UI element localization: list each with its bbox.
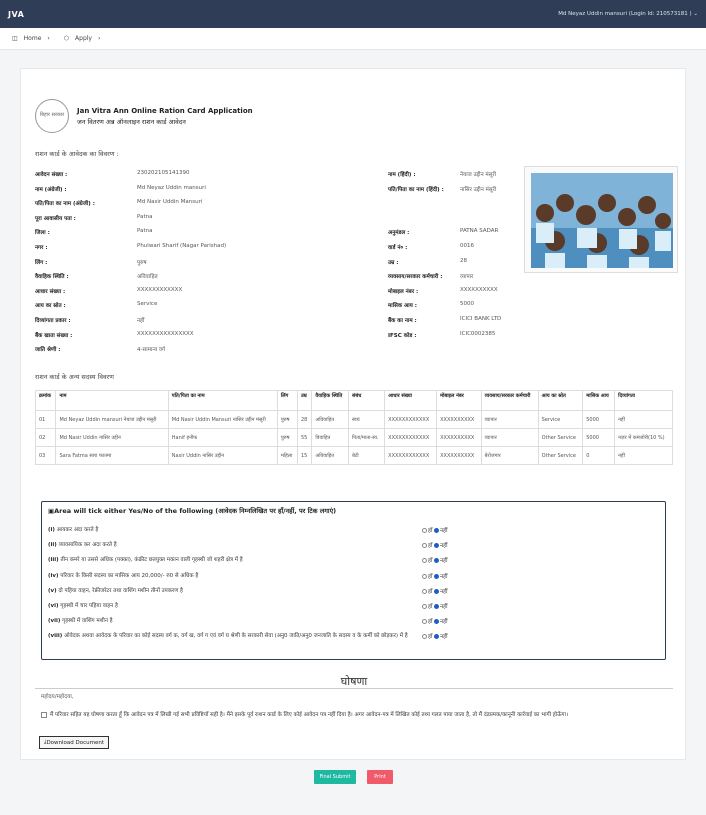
- column-header: आधार संख्या: [385, 391, 437, 411]
- applicant-field: [388, 331, 523, 343]
- table-cell: Service: [538, 411, 583, 429]
- form-title-hi: जन वितरण अन्न ऑनलाइन राशन कार्ड आवेदन: [77, 117, 186, 126]
- question-item: [48, 572, 428, 581]
- no-label: नहीं: [440, 558, 448, 565]
- applicant-field: [388, 228, 523, 240]
- field-value: Service: [137, 301, 158, 308]
- applicant-field: [35, 258, 375, 270]
- table-cell: 02: [36, 429, 56, 447]
- field-value: 230202105141390: [137, 170, 190, 176]
- question-text: गृहस्थी में वाशिंग मशीन है: [62, 618, 113, 625]
- question-text: तीन कमरे या उससे अधिक (पक्का), कंक्रीट छतयुक्त मकान वाली गृहस्थी जो शहरी क्षेत्र में है: [60, 557, 243, 564]
- yes-label: हाँ: [428, 604, 433, 610]
- field-value: 5000: [460, 301, 474, 308]
- applicant-photo: [524, 166, 678, 273]
- eligibility-questions: [41, 501, 666, 660]
- table-cell: Nasir Uddin नासिर उद्दीन: [168, 447, 277, 465]
- field-label: अनुमंडल :: [388, 230, 410, 237]
- question-item: [48, 617, 428, 626]
- question-item: [48, 602, 428, 611]
- yes-label: हाँ: [428, 528, 433, 534]
- field-value: 28: [460, 257, 467, 264]
- table-cell: Md Nasir Uddin Mansuri नासिर उद्दीन मंसूरी: [168, 411, 277, 429]
- field-value: ICICI BANK LTD: [460, 316, 502, 322]
- no-radio[interactable]: [434, 634, 439, 639]
- yes-no-options: [422, 526, 448, 534]
- question-text: ओवेदक अथवा आवेदक के परिवार का कोई सदस्य वर्ग क, वर्ग ख, वर्ग ग एवं वर्ग घ श्रेणी के सरकारी सेवा (अनु0 जाति/अनु0 जनजाति के सदस्य व के कर्मी को छोड़कर) में है: [64, 633, 408, 640]
- question-number: (viii): [48, 633, 63, 640]
- yes-label: हाँ: [428, 573, 433, 580]
- column-header: क्रमांक: [36, 391, 56, 411]
- table-cell: पुरुष: [277, 429, 297, 447]
- top-bar: [0, 0, 706, 28]
- yes-radio[interactable]: [422, 558, 427, 563]
- field-value: PATNA SADAR: [460, 228, 499, 235]
- field-label: नगर :: [35, 245, 48, 251]
- field-value: Md Nasir Uddin Mansuri: [137, 199, 203, 206]
- table-cell: 0: [583, 447, 615, 465]
- application-card: [20, 68, 686, 760]
- form-header: [35, 99, 253, 133]
- yes-radio[interactable]: [422, 574, 427, 579]
- table-cell: बेटी: [348, 447, 384, 465]
- map-icon: ◫: [12, 35, 18, 42]
- salutation: महोदय/महोदया,: [41, 694, 74, 700]
- yes-no-options: [422, 602, 448, 610]
- question-number: (iii): [48, 557, 59, 564]
- no-label: नहीं: [440, 573, 448, 580]
- breadcrumb-home[interactable]: Home: [23, 35, 42, 42]
- question-number: (iv): [48, 572, 59, 579]
- table-cell: XXXXXXXXXXXX: [385, 411, 437, 429]
- field-value: XXXXXXXXXX: [460, 286, 498, 293]
- declaration-checkbox[interactable]: [41, 712, 47, 718]
- table-cell: Md Nasir Uddin नासिर उद्दीन: [56, 429, 168, 447]
- table-cell: पिता/माता-स्व.: [348, 429, 384, 447]
- field-label: दिव्यांगता प्रकार :: [35, 318, 71, 324]
- field-label: व्यवसाय/सरकार कर्मचारी :: [388, 274, 443, 281]
- question-text: व्यावसायिक कर अदा करते है: [58, 542, 117, 549]
- yes-radio[interactable]: [422, 528, 427, 533]
- field-value: नासिर उद्दीन मंसूरी: [460, 186, 497, 193]
- bihar-emblem-logo: [35, 99, 69, 133]
- declaration-row: [41, 710, 681, 718]
- yes-no-options: [422, 632, 448, 640]
- cube-icon: ⬡: [63, 35, 70, 42]
- applicant-field: [388, 316, 523, 328]
- table-cell: 03: [36, 447, 56, 465]
- question-number: (i): [48, 527, 55, 533]
- yes-no-options: [422, 617, 448, 625]
- field-value: Md Neyaz Uddin mansuri: [137, 184, 206, 191]
- applicant-field: [35, 170, 375, 182]
- question-number: (v): [48, 587, 57, 594]
- yes-radio[interactable]: [422, 634, 427, 639]
- breadcrumb: [0, 28, 706, 50]
- yes-radio[interactable]: [422, 543, 427, 548]
- field-label: आवेदन संख्या :: [35, 172, 68, 178]
- applicant-field: [35, 316, 375, 328]
- no-radio[interactable]: [434, 589, 439, 594]
- app-brand[interactable]: JVA: [8, 9, 25, 19]
- no-radio[interactable]: [434, 543, 439, 548]
- table-cell: नहीं: [615, 411, 673, 429]
- applicant-field: [388, 287, 523, 299]
- field-label: बैंक खाता संख्या :: [35, 332, 73, 339]
- field-value: पुरुष: [137, 259, 147, 266]
- field-value: Patna: [137, 228, 153, 235]
- table-cell: 01: [36, 411, 56, 429]
- group-photo-image: [531, 173, 673, 268]
- field-label: मोबाइल नंबर :: [388, 288, 419, 295]
- table-cell: व्यापार: [481, 429, 538, 447]
- applicant-field: [35, 185, 375, 197]
- applicant-field: [35, 301, 375, 313]
- table-cell: Other Service: [538, 447, 583, 465]
- table-cell: Md Neyaz Uddin mansuri नेयाज उद्दीन मंसूरी: [56, 411, 168, 429]
- table-cell: अविवाहित: [312, 411, 349, 429]
- field-value: अविवाहित: [137, 274, 158, 281]
- field-label: मासिक आय :: [388, 303, 417, 310]
- question-item: [48, 587, 428, 596]
- applicant-field: [35, 199, 375, 211]
- table-cell: XXXXXXXXXXXX: [385, 429, 437, 447]
- table-row: [36, 429, 673, 447]
- field-label: पति/पिता का नाम (अंग्रेजी) :: [35, 201, 95, 208]
- applicant-field: [35, 287, 375, 299]
- no-radio[interactable]: [434, 619, 439, 624]
- yes-label: हाँ: [428, 634, 433, 641]
- table-cell: Hanif हनीफ: [168, 429, 277, 447]
- question-text: गृहस्थी में चार पहिया वाहन है: [60, 603, 118, 609]
- column-header: दिव्यांगता: [615, 391, 673, 411]
- applicant-field: [35, 331, 375, 343]
- question-text: परिवार के किसी सदस्य का मासिक आय 20,000/- रु0 से अधिक है: [60, 572, 199, 579]
- applicant-field: [35, 228, 375, 240]
- table-cell: नज़र में कमजोरी(10 %): [615, 429, 673, 447]
- user-name: Md Neyaz Uddin mansuri (Login Id: 210573181 ): [558, 11, 692, 17]
- yes-label: हाँ: [428, 558, 433, 565]
- emblem-caption: बिहार सरकार: [39, 112, 65, 119]
- field-label: वार्ड नं० :: [388, 245, 408, 251]
- applicant-field: [35, 272, 375, 284]
- table-cell: विवाहित: [312, 429, 349, 447]
- applicant-field: [35, 214, 375, 226]
- yes-label: हाँ: [428, 543, 433, 550]
- chevron-right-icon: ›: [98, 35, 101, 42]
- field-label: जाति श्रेणी :: [35, 347, 61, 354]
- column-header: संबंध: [348, 391, 384, 411]
- table-cell: 55: [297, 429, 311, 447]
- column-header: नाम: [56, 391, 168, 411]
- members-table: [35, 390, 673, 465]
- field-value: 4-सामान्य वर्ग: [137, 347, 166, 354]
- chevron-right-icon: ›: [47, 35, 50, 42]
- column-header: लिंग: [277, 391, 297, 411]
- field-value: व्यापार: [460, 274, 474, 281]
- questions-title: ▣Area will tick either Yes/No of the following (आवेदक निम्नलिखित पर हाँ/नहीं, पर टिक लगाएं): [48, 507, 337, 515]
- yes-label: हाँ: [428, 619, 433, 626]
- table-cell: XXXXXXXXXX: [437, 429, 482, 447]
- column-header: मासिक आय: [583, 391, 615, 411]
- print-button[interactable]: Print: [367, 770, 393, 784]
- table-cell: व्यापार: [481, 411, 538, 429]
- field-label: IFSC कोड :: [388, 332, 417, 339]
- field-value: नेयाज उद्दीन मंसूरी: [460, 172, 497, 178]
- table-cell: 5000: [583, 429, 615, 447]
- no-radio[interactable]: [434, 574, 439, 579]
- user-menu[interactable]: [558, 11, 698, 17]
- field-label: जिला :: [35, 230, 50, 237]
- question-number: (ii): [48, 542, 57, 549]
- field-value: XXXXXXXXXXXXXXX: [137, 330, 194, 337]
- column-header: उम्र: [297, 391, 311, 411]
- field-label: वैवाहिक स्थिति :: [35, 274, 69, 281]
- breadcrumb-apply[interactable]: Apply: [75, 35, 92, 42]
- applicant-field: [388, 170, 523, 182]
- table-cell: पुरुष: [277, 411, 297, 429]
- column-header: पति/पिता का नाम: [168, 391, 277, 411]
- table-row: [36, 411, 673, 429]
- section-members-title: राशन कार्ड के अन्य सदस्य विवरण: [35, 373, 114, 381]
- column-header: मोबाइल नंबर: [437, 391, 482, 411]
- table-cell: 5000: [583, 411, 615, 429]
- no-label: नहीं: [440, 543, 448, 550]
- checkbox-icon: ▣: [48, 507, 55, 515]
- yes-label: हाँ: [428, 588, 433, 595]
- column-header: वैवाहिक स्थिति: [312, 391, 349, 411]
- table-row: [36, 447, 673, 465]
- column-header: आय का स्रोत: [538, 391, 583, 411]
- section-applicant-title: राशन कार्ड के आवेदक का विवरण :: [35, 150, 119, 158]
- applicant-field: [35, 345, 375, 357]
- question-item: [48, 541, 428, 550]
- yes-radio[interactable]: [422, 619, 427, 624]
- download-icon: ⤓: [44, 739, 47, 745]
- final-submit-button[interactable]: Final Submit: [314, 770, 356, 784]
- no-radio[interactable]: [434, 528, 439, 533]
- no-label: नहीं: [440, 604, 448, 610]
- no-label: नहीं: [440, 588, 448, 595]
- divider: [35, 688, 673, 689]
- applicant-field: [388, 185, 523, 197]
- yes-no-options: [422, 572, 448, 580]
- applicant-field: [388, 243, 523, 255]
- field-label: पूरा आवासीय पता :: [35, 215, 76, 222]
- no-radio[interactable]: [434, 604, 439, 609]
- yes-no-options: [422, 587, 448, 595]
- field-value: Phulwari Sharif (Nagar Parishad): [137, 243, 227, 249]
- field-value: ICIC0002385: [460, 330, 496, 337]
- table-cell: 15: [297, 447, 311, 465]
- applicant-field: [388, 301, 523, 313]
- column-header: व्यवसाय/सरकार कर्मचारी: [481, 391, 538, 411]
- no-label: नहीं: [440, 634, 448, 641]
- field-value: XXXXXXXXXXXX: [137, 286, 183, 293]
- table-cell: Sara Fatma सारा फातमा: [56, 447, 168, 465]
- question-item: [48, 526, 428, 535]
- field-value: 0016: [460, 243, 474, 249]
- field-label: बैंक का नाम :: [388, 318, 417, 324]
- question-number: (vi): [48, 603, 59, 609]
- field-label: पति/पिता का नाम (हिंदी) :: [388, 186, 444, 193]
- no-label: नहीं: [440, 619, 448, 626]
- field-label: लिंग :: [35, 259, 48, 266]
- question-number: (vii): [48, 618, 61, 625]
- field-label: आय का स्रोत :: [35, 303, 66, 310]
- form-title-en: Jan Vitra Ann Online Ration Card Application: [77, 106, 253, 115]
- field-label: आधार संख्या :: [35, 288, 66, 295]
- table-cell: बेरोजगार: [481, 447, 538, 465]
- applicant-field: [388, 272, 523, 284]
- table-cell: XXXXXXXXXX: [437, 411, 482, 429]
- question-text: दो पहिया वाहन, रेफ्रीजरेटर तथा वाशिंग मशीन तीनों उपकरण है: [58, 587, 183, 594]
- table-cell: XXXXXXXXXXXX: [385, 447, 437, 465]
- table-cell: XXXXXXXXXX: [437, 447, 482, 465]
- field-value: नहीं: [137, 318, 145, 324]
- table-cell: Other Service: [538, 429, 583, 447]
- yes-no-options: [422, 541, 448, 549]
- question-item: [48, 556, 428, 565]
- table-cell: स्वयं: [348, 411, 384, 429]
- yes-radio[interactable]: [422, 589, 427, 594]
- applicant-field: [35, 243, 375, 255]
- field-label: नाम (अंग्रेजी) :: [35, 186, 67, 193]
- field-value: Patna: [137, 213, 153, 220]
- download-document-button[interactable]: ⤓ Download Document: [39, 736, 109, 749]
- applicant-field: [388, 258, 523, 270]
- table-cell: 28: [297, 411, 311, 429]
- yes-radio[interactable]: [422, 604, 427, 609]
- declaration-text: मैं परिवार सहित यह घोषणा करता हूँ कि आवेदन पत्र में लिखी गई सभी प्रविष्टियाँ सही है। मैंने इसके पूर्व राशन कार्ड के लिए कोई आवेदन पत्र नहीं दिया है। अगर आवेदन-पत्र में लिखित कोई तथ्य गलत पाया जाता है, तो मैं दंडात्मक/कानूनी कार्रवाई का भागी होऊँगा।: [50, 712, 569, 718]
- declaration-heading: घोषणा: [340, 675, 368, 688]
- question-item: [48, 632, 428, 641]
- no-label: नहीं: [440, 528, 448, 534]
- no-radio[interactable]: [434, 558, 439, 563]
- table-cell: अविवाहित: [312, 447, 349, 465]
- table-cell: नहीं: [615, 447, 673, 465]
- yes-no-options: [422, 556, 448, 564]
- field-label: नाम (हिंदी) :: [388, 172, 416, 178]
- field-label: उम्र :: [388, 259, 399, 266]
- table-cell: महिला: [277, 447, 297, 465]
- question-text: आयकर अदा करते है: [56, 527, 99, 533]
- chevron-down-icon: ⌄: [693, 11, 698, 17]
